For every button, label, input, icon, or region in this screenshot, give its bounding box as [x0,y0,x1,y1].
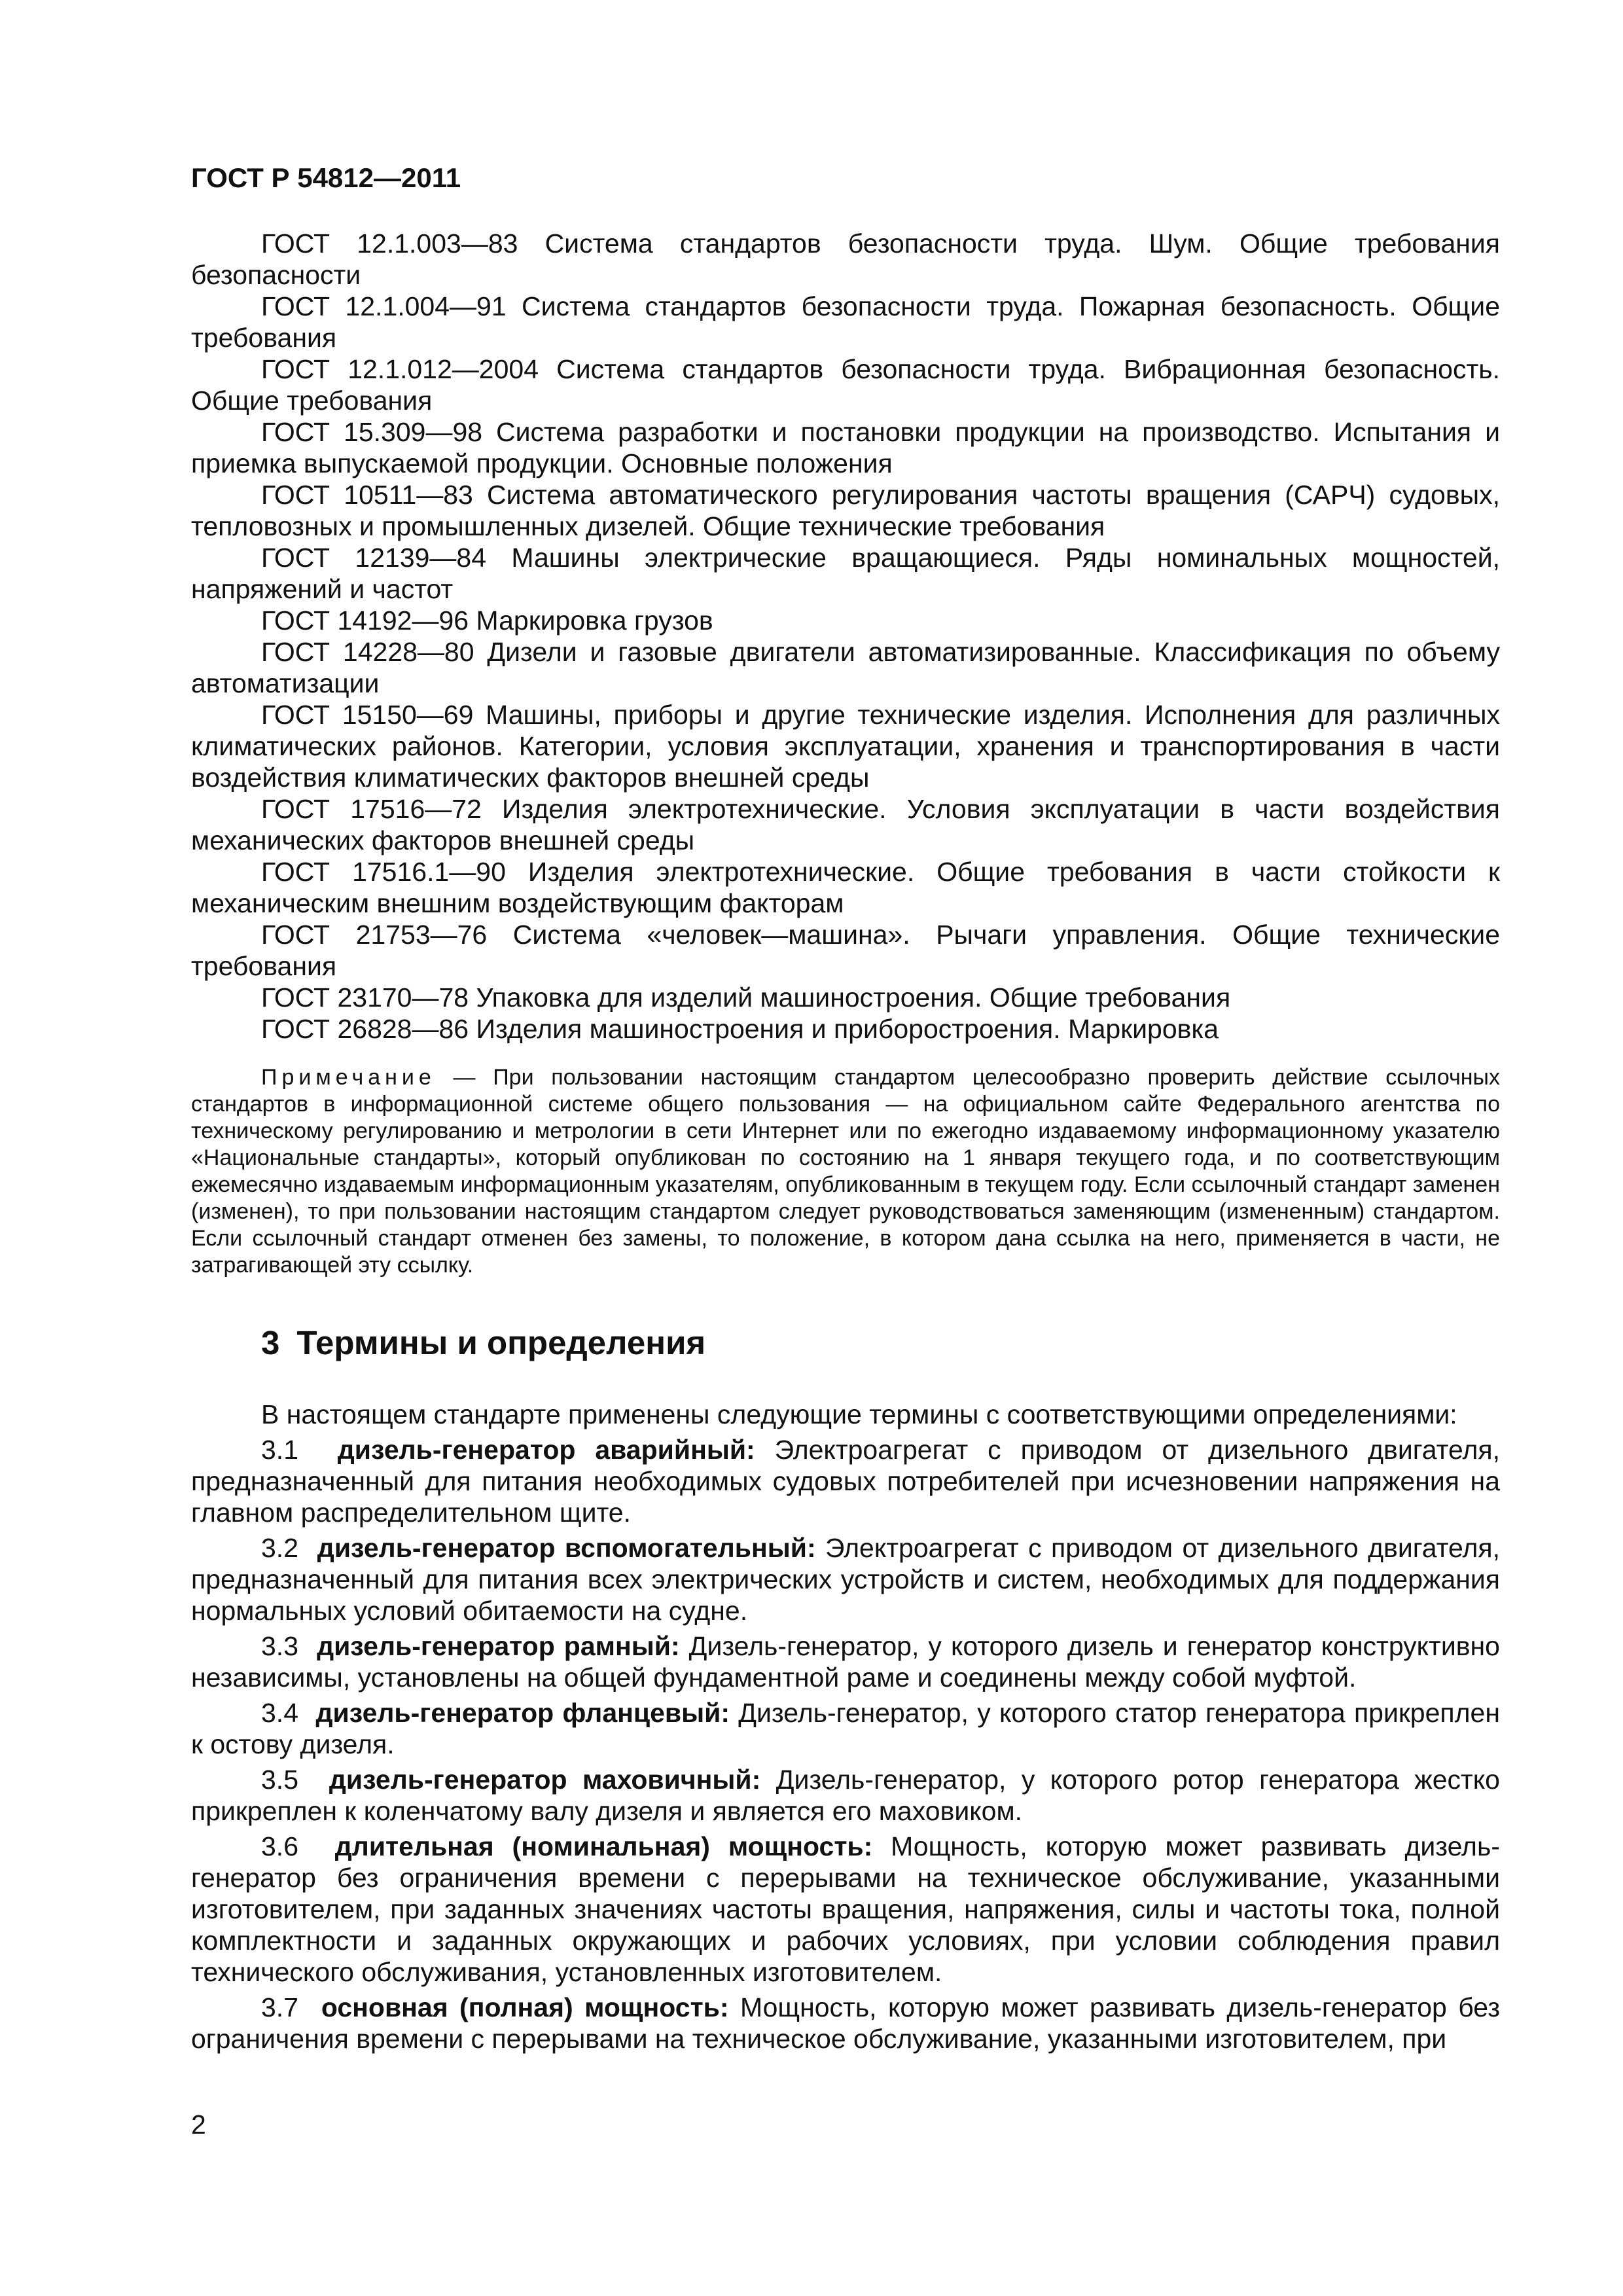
definition-number: 3.4 [261,1698,298,1728]
definition-text: Дизель-генератор, у которого статор генератора прикреплен к остову дизеля. [191,1698,1500,1759]
definition-text: Дизель-генератор, у которого ротор генератора жестко прикреплен к коленчатому валу дизеля и является его маховиком. [191,1765,1500,1826]
note-text: — При пользовании настоящим стандартом целесообразно проверить действие ссылочных стандартов в информационной системе общего пользования — на официальном сайте Федерального агентства по техническому регулированию и метрологии в сети Интернет или по ежегодно издаваемому информационному указателю «Национальные стандарты», который опубликован по состоянию на 1 января текущего года, и по соответствующим ежемесячно издаваемым информационным указателям, опубликованным в текущем году. Если ссылочный стандарт заменен (изменен), то при пользовании настоящим стандартом следует руководствоваться заменяющим (измененным) стандартом. Если ссылочный стандарт отменен без замены, то положение, в котором дана ссылка на него, применяется в части, не затрагивающей эту ссылку. [191,1065,1500,1278]
reference-item: ГОСТ 23170—78 Упаковка для изделий машиностроения. Общие требования [261,982,1231,1013]
definition-number: 3.6 [261,1831,298,1861]
definition-number: 3.7 [261,1992,298,2022]
definition-item [191,1434,1500,1528]
reference-item: ГОСТ 14228—80 Дизели и газовые двигатели автоматизированные. Классификация по объему автоматизации [191,637,1500,698]
definition-term: дизель-генератор рамный: [317,1631,680,1661]
section-title: Термины и определения [296,1324,706,1361]
definition-text: Мощность, которую может развивать дизель-генератор без ограничения времени с перерывами на техническое обслуживание, указанными изготовителем, при заданных значениях частоты вращения, напряжения, силы и частоты тока, полной комплектности и заданных окружающих и рабочих условиях, при условии соблюдения правил технического обслуживания, установленных изготовителем. [191,1831,1500,1987]
definition-term: дизель-генератор вспомогательный: [317,1533,816,1563]
definition-number: 3.5 [261,1765,298,1795]
definition-term: длительная (номинальная) мощность: [334,1831,873,1861]
section-number: 3 [261,1324,280,1361]
page-number: 2 [191,2109,206,2140]
document-header: ГОСТ Р 54812—2011 [191,162,461,193]
reference-item: ГОСТ 15150—69 Машины, приборы и другие технические изделия. Исполнения для различных климатических районов. Категории, условия эксплуатации, хранения и транспортирования в части воздействия климатических факторов внешней среды [191,700,1500,793]
definition-number: 3.3 [261,1631,298,1661]
reference-item: ГОСТ 12.1.004—91 Система стандартов безопасности труда. Пожарная безопасность. Общие требования [191,291,1500,353]
definition-number: 3.1 [261,1435,298,1465]
definition-term: основная (полная) мощность: [321,1992,729,2022]
document-body [191,228,1500,2058]
references-list [191,228,1500,1045]
reference-item: ГОСТ 17516—72 Изделия электротехнические. Условия эксплуатации в части воздействия механических факторов внешней среды [191,794,1500,855]
reference-item: ГОСТ 17516.1—90 Изделия электротехнические. Общие требования в части стойкости к механическим внешним воздействующим факторам [191,857,1500,918]
definition-item [191,1697,1500,1760]
definition-term: дизель-генератор аварийный: [337,1435,755,1465]
reference-item: ГОСТ 21753—76 Система «человек—машина». Рычаги управления. Общие технические требования [191,920,1500,981]
definition-item [191,1831,1500,1988]
section-heading [261,1323,1500,1362]
reference-item: ГОСТ 14192—96 Маркировка грузов [261,605,713,636]
definition-term: дизель-генератор фланцевый: [315,1698,730,1728]
definition-text: Электроагрегат с приводом от дизельного двигателя, предназначенный для питания необходимых судовых потребителей при исчезновении напряжения на главном распределительном щите. [191,1435,1500,1528]
reference-item: ГОСТ 12.1.003—83 Система стандартов безопасности труда. Шум. Общие требования безопасности [191,228,1500,290]
note-paragraph [191,1064,1500,1279]
definition-number: 3.2 [261,1533,298,1563]
definition-item [191,1764,1500,1827]
reference-item: ГОСТ 26828—86 Изделия машиностроения и приборостроения. Маркировка [261,1014,1219,1044]
definition-text: Дизель-генератор, у которого дизель и генератор конструктивно независимы, установлены на общей фундаментной раме и соединены между собой муфтой. [191,1631,1500,1693]
section-intro: В настоящем стандарте применены следующие термины с соответствующими определениями: [261,1399,1457,1429]
definition-item [191,1992,1500,2054]
reference-item: ГОСТ 15.309—98 Система разработки и постановки продукции на производство. Испытания и приемка выпускаемой продукции. Основные положения [191,417,1500,478]
definition-text: Мощность, которую может развивать дизель-генератор без ограничения времени с перерывами на техническое обслуживание, указанными изготовителем, при [191,1992,1500,2054]
reference-item: ГОСТ 10511—83 Система автоматического регулирования частоты вращения (САРЧ) судовых, тепловозных и промышленных дизелей. Общие технические требования [191,480,1500,541]
reference-item: ГОСТ 12.1.012—2004 Система стандартов безопасности труда. Вибрационная безопасность. Общие требования [191,354,1500,416]
definition-text: Электроагрегат с приводом от дизельного двигателя, предназначенный для питания всех электрических устройств и систем, необходимых для поддержания нормальных условий обитаемости на судне. [191,1533,1500,1626]
definition-item [191,1532,1500,1626]
reference-item: ГОСТ 12139—84 Машины электрические вращающиеся. Ряды номинальных мощностей, напряжений и частот [191,543,1500,604]
note-label: Примечание [261,1065,436,1090]
definition-term: дизель-генератор маховичный: [329,1765,761,1795]
definition-item [191,1630,1500,1693]
